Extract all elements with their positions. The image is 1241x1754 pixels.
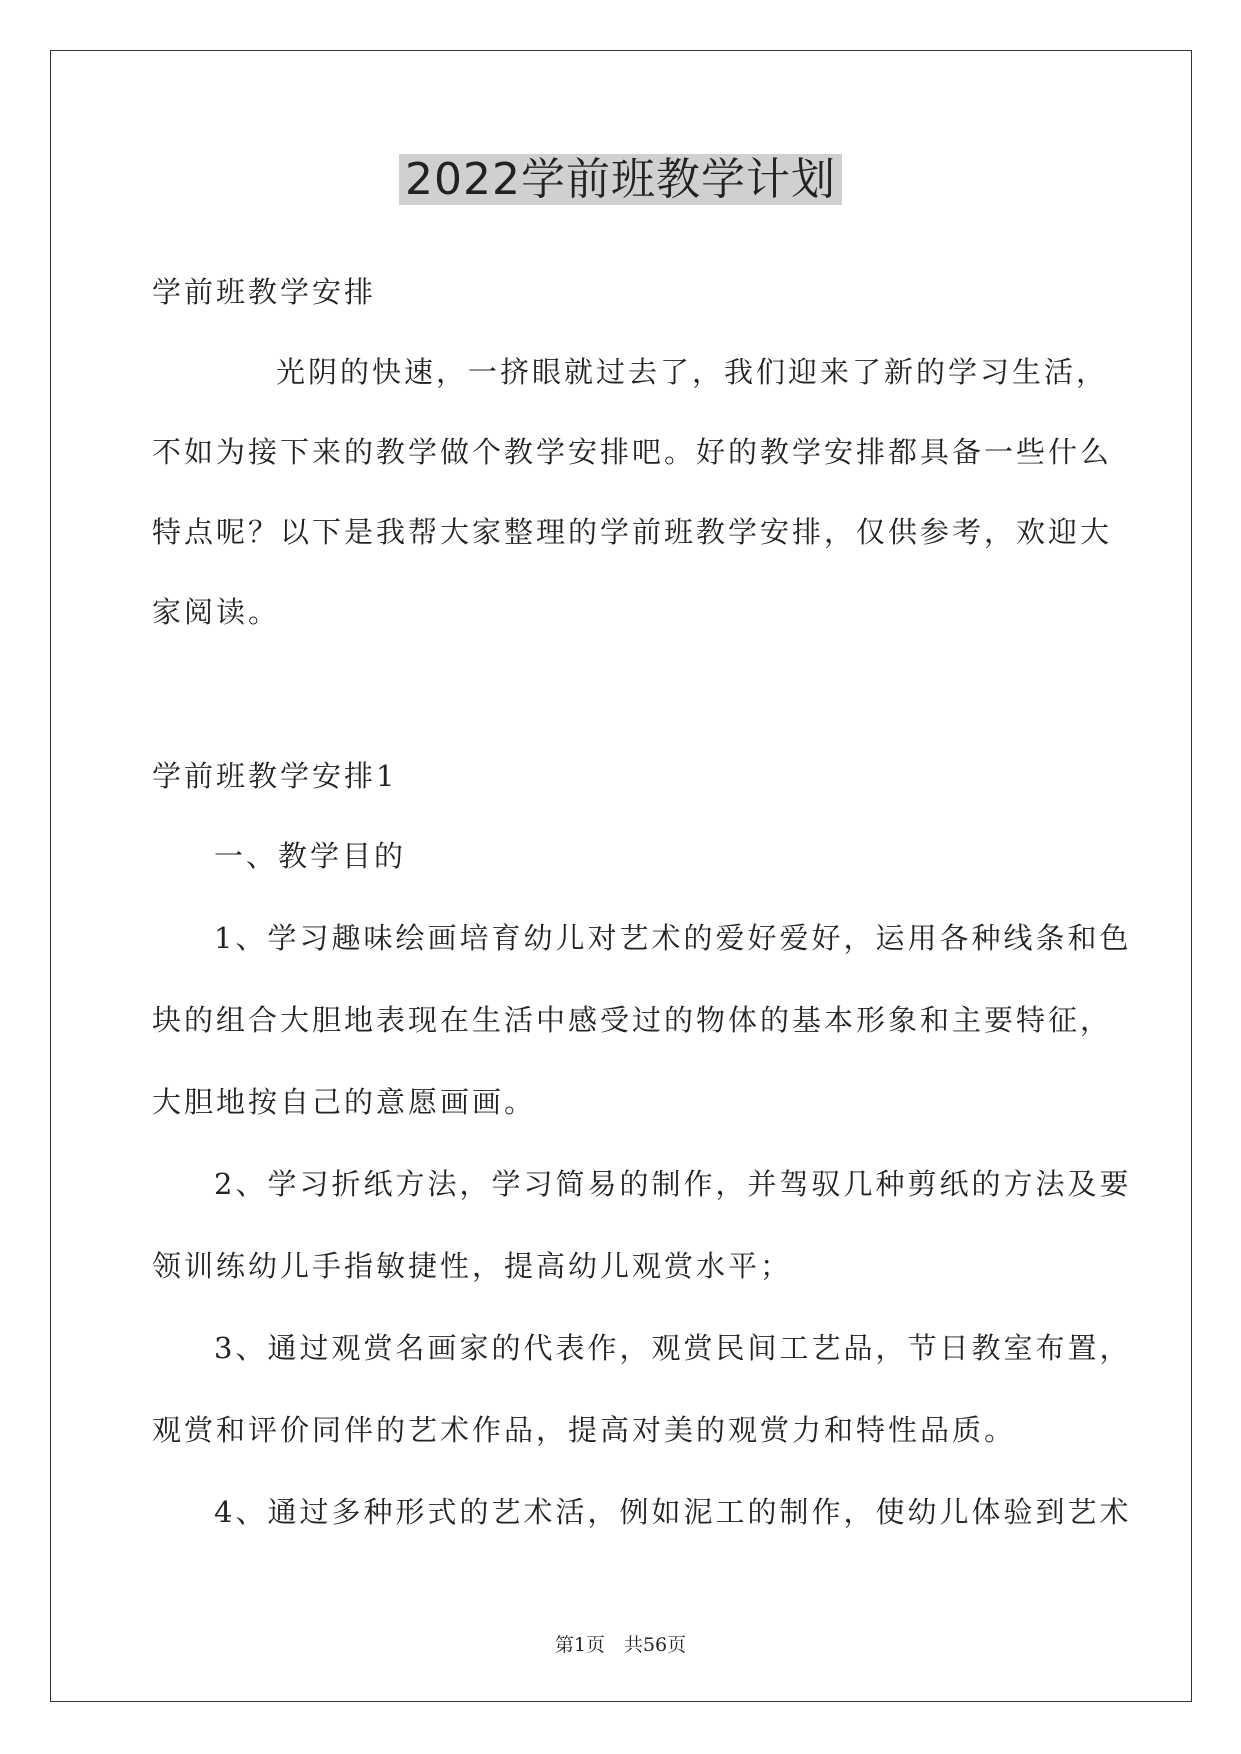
- document-title: [0, 148, 1241, 212]
- intro-line: 不如为接下来的教学做个教学安排吧。好的教学安排都具备一些什么: [152, 435, 1113, 469]
- body-line: 3、通过观赏名画家的代表作，观赏民间工艺品，节日教室布置，: [214, 1331, 1132, 1365]
- body-line: 4、通过多种形式的艺术活，例如泥工的制作，使幼儿体验到艺术: [214, 1495, 1132, 1529]
- intro-line: 家阅读。: [152, 595, 281, 629]
- document-title-text: 2022学前班教学计划: [399, 154, 842, 205]
- intro-line: 特点呢？以下是我帮大家整理的学前班教学安排，仅供参考，欢迎大: [152, 515, 1113, 549]
- intro-heading: 学前班教学安排: [152, 275, 377, 309]
- section-heading: 学前班教学安排1: [152, 759, 398, 793]
- intro-line: 光阴的快速，一挤眼就过去了，我们迎来了新的学习生活，: [276, 355, 1109, 389]
- section-subheading: 一、教学目的: [214, 839, 407, 873]
- body-line: 2、学习折纸方法，学习简易的制作，并驾驭几种剪纸的方法及要: [214, 1167, 1132, 1201]
- body-line: 1、学习趣味绘画培育幼儿对艺术的爱好爱好，运用各种线条和色: [214, 921, 1132, 955]
- body-line: 观赏和评价同伴的艺术作品，提高对美的观赏力和特性品质。: [152, 1413, 1017, 1447]
- body-line: 块的组合大胆地表现在生活中感受过的物体的基本形象和主要特征，: [152, 1003, 1113, 1037]
- page-number-footer: 第1页 共56页: [554, 1634, 687, 1656]
- body-line: 大胆地按自己的意愿画画。: [152, 1085, 537, 1119]
- body-line: 领训练幼儿手指敏捷性，提高幼儿观赏水平；: [152, 1249, 793, 1283]
